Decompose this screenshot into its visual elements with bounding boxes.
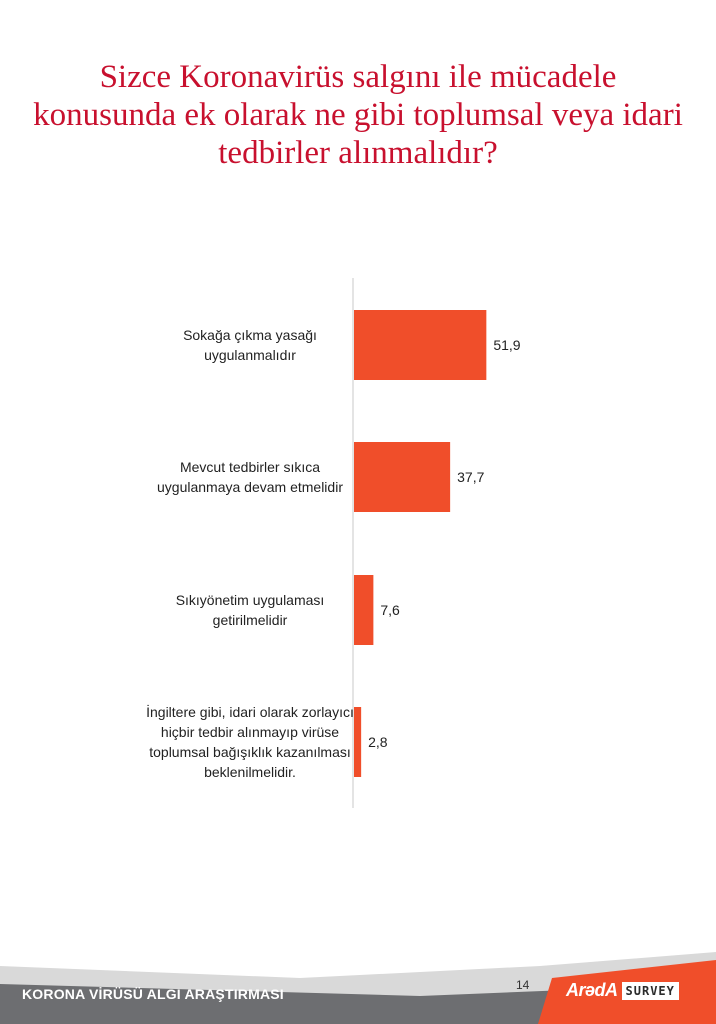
- areda-survey-logo: [566, 980, 679, 1001]
- bar-1: [354, 442, 450, 512]
- page-title: Sizce Koronavirüs salgını ile mücadele konusunda ek olarak ne gibi toplumsal veya idari tedbirler alınmalıdır?: [33, 59, 683, 171]
- footer-band: [0, 934, 716, 1024]
- bar-0: [354, 310, 486, 380]
- page-number: 14: [516, 978, 530, 992]
- logo-survey-badge: SURVEY: [622, 982, 679, 1000]
- category-label-3: İngiltere gibi, idari olarak zorlayıcı hiçbir tedbir alınmayıp virüse toplumsal bağışıklık kazanılması beklenilmelidir.: [146, 704, 354, 780]
- data-label-0: 51,9: [493, 337, 521, 353]
- logo-brand: ArədA: [566, 980, 618, 1000]
- data-label-2: 7,6: [380, 602, 400, 618]
- data-label-1: 37,7: [457, 469, 485, 485]
- category-label-2: Sıkıyönetim uygulaması getirilmelidir: [175, 592, 325, 628]
- category-label-0: Sokağa çıkma yasağı uygulanmalıdır: [183, 327, 317, 363]
- bar-3: [354, 707, 361, 777]
- data-label-3: 2,8: [368, 734, 388, 750]
- category-label-1: Mevcut tedbirler sıkıca uygulanmaya devam etmelidir: [157, 459, 343, 495]
- bar-2: [354, 575, 373, 645]
- footer-title: KORONA VİRÜSÜ ALGI ARAŞTIRMASI: [22, 986, 284, 1002]
